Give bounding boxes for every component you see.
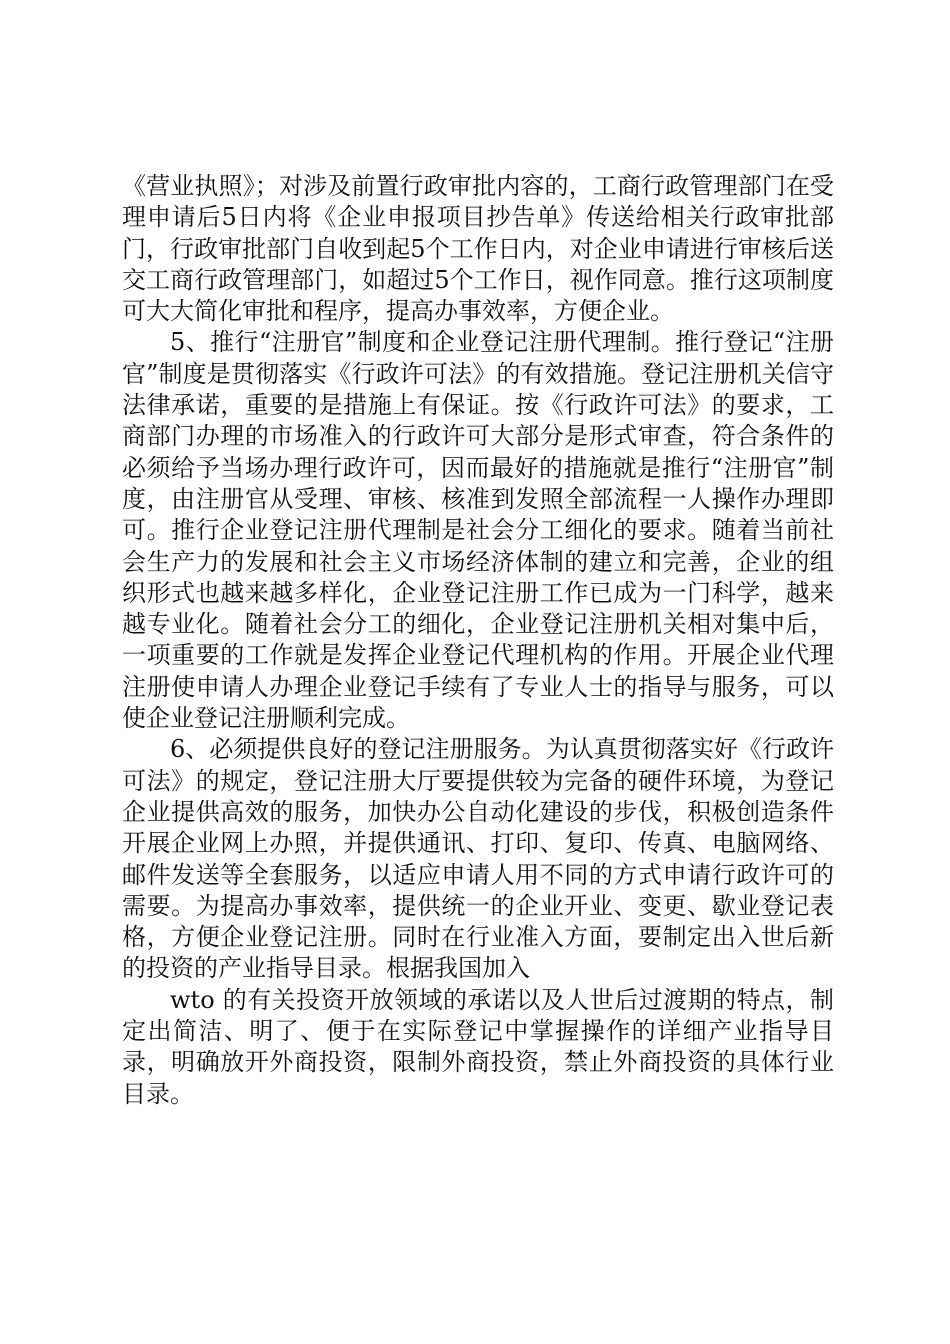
paragraph-wto-industry-catalog: wto 的有关投资开放领域的承诺以及人世后过渡期的特点，制定出简洁、明了、便于在实际登记中掌握操作的详细产业指导目录，明确放开外商投资，限制外商投资，禁止外商投资的具体行业目录。 <box>122 985 834 1108</box>
paragraph-business-license: 《营业执照》；对涉及前置行政审批内容的，工商行政管理部门在受理申请后5日内将《企业申报项目抄告单》传送给相关行政审批部门，行政审批部门自收到起5个工作日内，对企业申请进行审核后送交工商行政管理部门，如超过5个工作日，视作同意。推行这项制度可大大简化审批和程序，提高办事效率，方便企业。 <box>122 172 834 326</box>
document-body <box>122 171 834 1110</box>
paragraph-registrar-system: 5、推行“注册官”制度和企业登记注册代理制。推行登记“注册官”制度是贯彻落实《行政许可法》的有效措施。登记注册机关信守法律承诺，重要的是措施上有保证。按《行政许可法》的要求，工商部门办理的市场准入的行政许可大部分是形式审查，符合条件的必须给予当场办理行政许可，因而最好的措施就是推行“注册官”制度，由注册官从受理、审核、核准到发照全部流程一人操作办理即可。推行企业登记注册代理制是社会分工细化的要求。随着当前社会生产力的发展和社会主义市场经济体制的建立和完善，企业的组织形式也越来越多样化，企业登记注册工作已成为一门科学，越来越专业化。随着社会分工的细化，企业登记注册机关相对集中后，一项重要的工作就是发挥企业登记代理机构的作用。开展企业代理注册使申请人办理企业登记手续有了专业人士的指导与服务，可以使企业登记注册顺利完成。 <box>122 328 834 733</box>
paragraph-registration-service: 6、必须提供良好的登记注册服务。为认真贯彻落实好《行政许可法》的规定，登记注册大厅要提供较为完备的硬件环境，为登记企业提供高效的服务，加快办公自动化建设的步伐，积极创造条件开展企业网上办照，并提供通讯、打印、复印、传真、电脑网络、邮件发送等全套服务，以适应申请人用不同的方式申请行政许可的需要。为提高办事效率，提供统一的企业开业、变更、歇业登记表格，方便企业登记注册。同时在行业准入方面，要制定出入世后新的投资的产业指导目录。根据我国加入 <box>122 735 834 983</box>
